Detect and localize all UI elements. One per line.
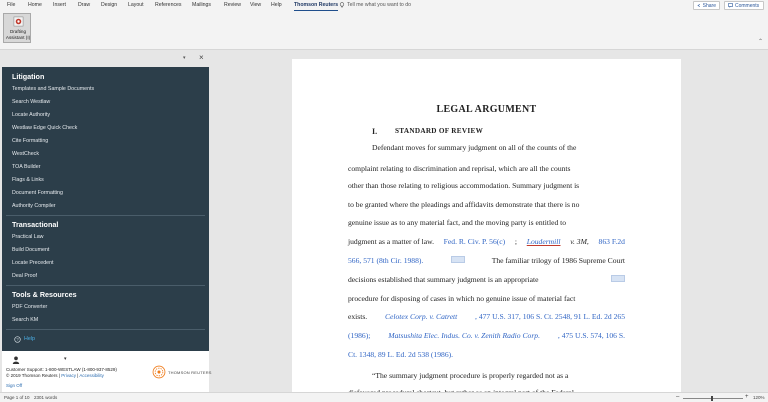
thomson-reuters-logo-icon: [152, 365, 166, 379]
zoom-level[interactable]: 120%: [753, 395, 765, 400]
citation-link[interactable]: , 475 U.S. 574, 106 S.: [557, 331, 625, 340]
drafting-assistant-button[interactable]: [3, 13, 31, 43]
text-run: “The summary judgment procedure is properly regarded not as a: [372, 371, 569, 380]
tab-draw[interactable]: Draw: [78, 2, 91, 8]
document-line: [348, 312, 625, 321]
text-run: other than those relating to religious accommodation. Summary judgment is: [348, 181, 580, 190]
document-line: [348, 164, 625, 173]
help-icon[interactable]: [14, 336, 21, 343]
section-title: STANDARD OF REVIEW: [395, 127, 484, 135]
tab-help[interactable]: Help: [271, 2, 282, 8]
pane-footer: [2, 351, 212, 392]
text-run: genuine issue as to any material fact, and the moving party is entitled to: [348, 218, 567, 227]
close-icon[interactable]: ×: [199, 53, 204, 62]
comment-icon: [728, 3, 733, 8]
menu-search-km[interactable]: Search KM: [12, 317, 39, 323]
accessibility-link[interactable]: Accessibility: [79, 373, 104, 378]
text-run: decisions established that summary judgment is an appropriate: [348, 275, 539, 284]
pane-options-icon[interactable]: ▾: [183, 55, 186, 61]
svg-text:?: ?: [16, 337, 19, 343]
chevron-down-icon[interactable]: ▾: [64, 356, 67, 362]
zoom-in-button[interactable]: +: [745, 394, 749, 400]
menu-westcheck[interactable]: WestCheck: [12, 151, 39, 157]
menu-flags-links[interactable]: Flags & Links: [12, 177, 44, 183]
document-page[interactable]: [292, 59, 681, 402]
tab-file[interactable]: File: [7, 2, 16, 8]
share-icon: [697, 3, 701, 8]
document-line: [348, 181, 625, 190]
tab-insert[interactable]: Insert: [53, 2, 66, 8]
user-icon[interactable]: [12, 356, 20, 364]
drafting-assistant-icon: [13, 16, 24, 27]
share-button[interactable]: [693, 1, 720, 10]
menu-authority-compiler[interactable]: Authority Compiler: [12, 203, 56, 209]
text-run: v. 3M,: [570, 237, 589, 246]
document-line: [348, 218, 625, 227]
collapse-ribbon-icon[interactable]: ⌃: [757, 39, 763, 45]
vertical-scrollbar[interactable]: [762, 52, 768, 392]
divider: [6, 329, 205, 330]
menu-practical-law[interactable]: Practical Law: [12, 234, 44, 240]
logo-text: THOMSON REUTERS: [168, 370, 212, 375]
citation-link[interactable]: , 477 U.S. 317, 106 S. Ct. 2548, 91 L. Ed. 2d 265: [475, 312, 625, 321]
text-run: judgment as a matter of law.: [348, 237, 434, 246]
text-run: procedure for disposing of cases in which no genuine issue of material fact: [348, 294, 576, 303]
citation-link[interactable]: Loudermill: [526, 237, 561, 246]
sign-off-link[interactable]: Sign Off: [6, 383, 23, 388]
help-link[interactable]: Help: [24, 336, 35, 342]
menu-search-westlaw[interactable]: Search Westlaw: [12, 99, 51, 105]
text-run: to be granted where the pleadings and affidavits demonstrate that there is no: [348, 200, 580, 209]
text-run: complaint relating to discrimination and reprisal, which are all the counts: [348, 164, 571, 173]
drafting-assistant-label: Drafting Assistant (I): [5, 29, 31, 40]
zoom-slider-thumb[interactable]: [711, 396, 713, 401]
copyright-text: © 2019 Thomson Reuters: [6, 373, 58, 378]
citation-link[interactable]: 566, 571 (8th Cir. 1988).: [348, 256, 424, 265]
tab-layout[interactable]: Layout: [128, 2, 144, 8]
customer-support: Customer Support: 1-800-WESTLAW (1-800-937-8529): [6, 367, 117, 372]
privacy-link[interactable]: Privacy: [61, 373, 76, 378]
text-run: ;: [514, 237, 518, 246]
tab-references[interactable]: References: [155, 2, 182, 8]
citation-link[interactable]: Fed. R. Civ. P. 56(c): [443, 237, 506, 246]
section-litigation: Litigation: [12, 72, 45, 81]
section-transactional: Transactional: [12, 220, 59, 229]
comments-button[interactable]: [724, 1, 764, 10]
menu-cite-formatting[interactable]: Cite Formatting: [12, 138, 49, 144]
document-line: [348, 200, 625, 209]
section-tools-resources: Tools & Resources: [12, 290, 77, 299]
copyright-line: © 2019 Thomson Reuters | Privacy | Accessibility: [6, 373, 104, 378]
page-count[interactable]: Page 1 of 10: [4, 395, 30, 400]
citation-link[interactable]: (1986);: [348, 331, 371, 340]
status-bar: [0, 392, 768, 402]
share-label: Share: [702, 2, 716, 9]
drafting-assistant-pane: [2, 67, 212, 392]
divider: [6, 285, 205, 286]
document-line: [372, 371, 625, 380]
tab-view[interactable]: View: [250, 2, 262, 8]
tab-review[interactable]: Review: [224, 2, 242, 8]
text-run: exists.: [348, 312, 368, 321]
pane-menu: [2, 67, 209, 351]
menu-build-document[interactable]: Build Document: [12, 247, 50, 253]
ribbon: [0, 12, 768, 50]
keycite-flag-icon[interactable]: [611, 275, 625, 282]
pane-header: [0, 52, 211, 66]
menu-locate-precedent[interactable]: Locate Precedent: [12, 260, 54, 266]
citation-link[interactable]: 863 F.2d: [598, 237, 625, 246]
document-line: [372, 143, 625, 152]
document-line: [348, 256, 625, 265]
menu-quick-check[interactable]: Westlaw Edge Quick Check: [12, 125, 78, 131]
zoom-slider[interactable]: [683, 398, 743, 399]
menu-deal-proof[interactable]: Deal Proof: [12, 273, 38, 279]
menu-templates[interactable]: Templates and Sample Documents: [12, 86, 95, 92]
menu-document-formatting[interactable]: Document Formatting: [12, 190, 63, 196]
menu-toa-builder[interactable]: TOA Builder: [12, 164, 41, 170]
text-run: Defendant moves for summary judgment on all of the counts of the: [372, 143, 577, 152]
tab-thomson-reuters[interactable]: Thomson Reuters: [294, 2, 339, 8]
document-heading: LEGAL ARGUMENT: [436, 104, 537, 115]
tab-home[interactable]: Home: [28, 2, 42, 8]
tab-design[interactable]: Design: [101, 2, 118, 8]
divider: [6, 215, 205, 216]
tab-mailings[interactable]: Mailings: [192, 2, 212, 8]
ribbon-tabs: [0, 0, 768, 12]
document-line: [348, 331, 625, 340]
tell-me-search[interactable]: Tell me what you want to do: [347, 2, 412, 8]
word-count[interactable]: 2301 words: [34, 395, 58, 400]
menu-locate-authority[interactable]: Locate Authority: [12, 112, 50, 118]
document-line: [348, 275, 625, 284]
keycite-flag-icon[interactable]: [451, 256, 465, 263]
citation-link[interactable]: Matsushita Elec. Indus. Co. v. Zenith Radio Corp.: [388, 331, 540, 340]
menu-pdf-converter[interactable]: PDF Converter: [12, 304, 48, 310]
text-run: The familiar trilogy of 1986 Supreme Court: [491, 256, 625, 265]
document-line: [348, 294, 625, 303]
lightbulb-icon: [339, 2, 345, 8]
document-line: [348, 237, 625, 246]
citation-link[interactable]: Celotex Corp. v. Catrett: [384, 312, 458, 321]
zoom-out-button[interactable]: –: [676, 394, 680, 400]
document-line: [348, 350, 625, 359]
comments-label: Comments: [735, 2, 760, 9]
citation-link[interactable]: Ct. 1348, 89 L. Ed. 2d 538 (1986).: [348, 350, 454, 359]
section-number: I.: [372, 127, 378, 136]
